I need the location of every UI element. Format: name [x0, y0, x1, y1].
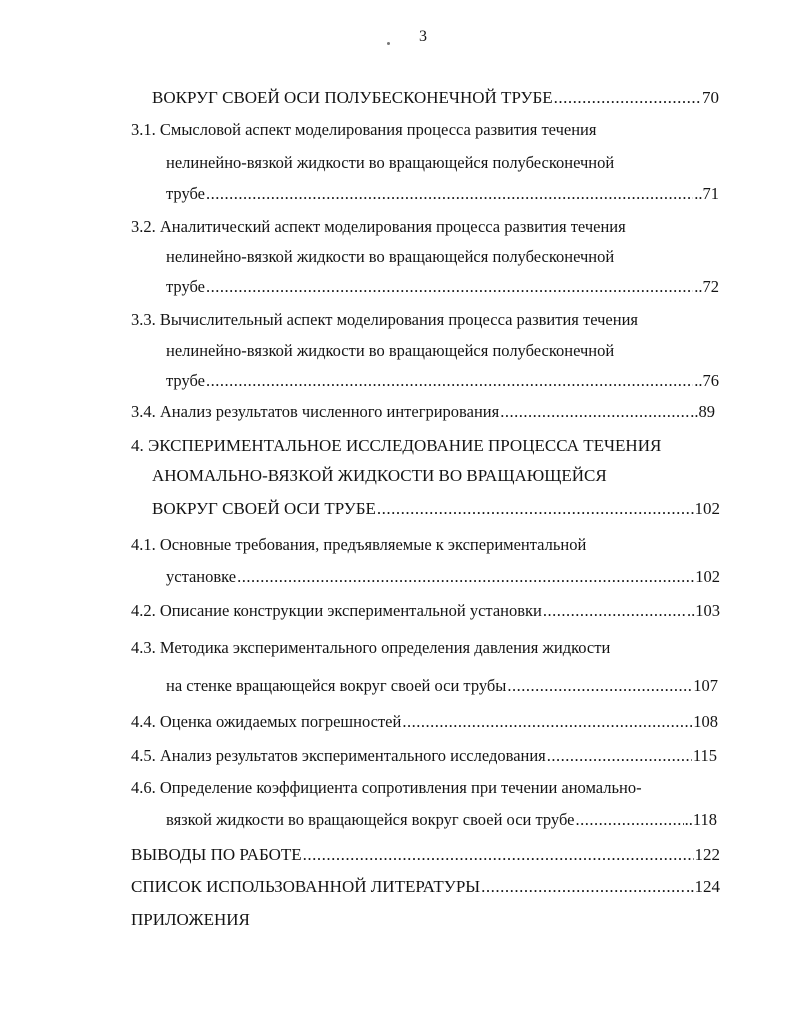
toc-leader-dots — [206, 184, 693, 204]
toc-label: на стенке вращающейся вокруг своей оси трубы — [166, 676, 507, 695]
toc-page-number: 115 — [692, 746, 717, 765]
toc-label: трубе — [166, 371, 205, 390]
toc-entry-3-1-line2 — [166, 153, 614, 173]
toc-page-number: 107 — [693, 676, 718, 695]
toc-leader-dots — [547, 746, 692, 766]
toc-entry-ch4-line2 — [152, 466, 607, 486]
toc-label: 3.3. Вычислительный аспект моделирования процесса развития течения — [131, 310, 639, 329]
toc-leader-dots — [206, 371, 693, 391]
scan-speck — [387, 42, 390, 45]
toc-entry-ch3-title[interactable] — [152, 88, 719, 108]
toc-label: 4.2. Описание конструкции экспериментальной установки — [131, 601, 542, 620]
toc-page-number: ..72 — [694, 277, 719, 296]
toc-entry-4-6[interactable] — [131, 778, 642, 798]
toc-label: нелинейно-вязкой жидкости во вращающейся полубесконечной — [166, 247, 615, 266]
toc-entry-3-3-line2 — [166, 341, 614, 361]
toc-entry-conclusions[interactable] — [131, 845, 720, 865]
toc-label: трубе — [166, 184, 205, 203]
toc-entry-appendices[interactable] — [131, 910, 250, 930]
toc-label: 4.6. Определение коэффициента сопротивления при течении аномально- — [131, 778, 642, 797]
page-number: 3 — [419, 28, 427, 45]
toc-entry-3-1[interactable] — [131, 120, 596, 140]
toc-label: 4.3. Методика экспериментального определения давления жидкости — [131, 638, 611, 657]
toc-entry-4-6-line2[interactable] — [166, 810, 717, 830]
toc-label: 3.1. Смысловой аспект моделирования процесса развития течения — [131, 120, 597, 139]
toc-entry-ch4-line3[interactable] — [152, 499, 720, 519]
toc-label: 4.1. Основные требования, предъявляемые к экспериментальной — [131, 535, 587, 554]
toc-page-number: 108 — [693, 712, 718, 731]
toc-label: 3.2. Аналитический аспект моделирования процесса развития течения — [131, 217, 626, 236]
toc-leader-dots — [554, 88, 701, 108]
toc-entry-ch4[interactable] — [131, 436, 661, 456]
toc-leader-dots — [206, 277, 693, 297]
toc-label: ВОКРУГ СВОЕЙ ОСИ ТРУБЕ — [152, 499, 376, 518]
toc-page-number: ..71 — [694, 184, 719, 203]
toc-label: вязкой жидкости во вращающейся вокруг своей оси трубе — [166, 810, 575, 829]
toc-page-number: ..103 — [687, 601, 720, 620]
toc-label: 4. ЭКСПЕРИМЕНТАЛЬНОЕ ИССЛЕДОВАНИЕ ПРОЦЕССА ТЕЧЕНИЯ — [131, 436, 662, 455]
toc-entry-4-1[interactable] — [131, 535, 586, 555]
toc-entry-4-3[interactable] — [131, 638, 610, 658]
toc-leader-dots — [402, 712, 692, 732]
toc-entry-3-1-line3[interactable] — [166, 184, 719, 204]
toc-page-number: ..76 — [694, 371, 719, 390]
toc-label: установке — [166, 567, 237, 586]
toc-page-number: 102 — [694, 499, 720, 518]
toc-leader-dots — [575, 810, 683, 830]
toc-label: 4.4. Оценка ожидаемых погрешностей — [131, 712, 402, 731]
toc-page-number: ..89 — [690, 402, 715, 421]
toc-leader-dots — [377, 499, 694, 519]
toc-leader-dots — [481, 877, 685, 897]
toc-leader-dots — [543, 601, 686, 621]
toc-label: ВОКРУГ СВОЕЙ ОСИ ПОЛУБЕСКОНЕЧНОЙ ТРУБЕ — [152, 88, 553, 107]
toc-leader-dots — [237, 567, 694, 587]
toc-entry-4-4[interactable] — [131, 712, 718, 732]
toc-entry-4-1-line2[interactable] — [166, 567, 720, 587]
toc-entry-3-2-line3[interactable] — [166, 277, 719, 297]
toc-label: трубе — [166, 277, 205, 296]
toc-label: АНОМАЛЬНО-ВЯЗКОЙ ЖИДКОСТИ ВО ВРАЩАЮЩЕЙСЯ — [152, 466, 607, 485]
toc-page-number: ..124 — [686, 877, 720, 896]
toc-label: ПРИЛОЖЕНИЯ — [131, 910, 250, 929]
toc-entry-3-2[interactable] — [131, 217, 626, 237]
toc-entry-4-2[interactable] — [131, 601, 720, 621]
toc-page-number: ..118 — [684, 810, 717, 829]
toc-leader-dots — [303, 845, 694, 865]
toc-label: СПИСОК ИСПОЛЬЗОВАННОЙ ЛИТЕРАТУРЫ — [131, 877, 481, 896]
toc-page-number: 70 — [702, 88, 719, 107]
toc-label: 4.5. Анализ результатов экспериментального исследования — [131, 746, 546, 765]
toc-leader-dots — [507, 676, 692, 696]
toc-label: нелинейно-вязкой жидкости во вращающейся полубесконечной — [166, 341, 615, 360]
toc-page-number: 102 — [695, 567, 720, 586]
toc-entry-4-5[interactable] — [131, 746, 717, 766]
toc-label: 3.4. Анализ результатов численного интегрирования — [131, 402, 500, 421]
toc-entry-4-3-line2[interactable] — [166, 676, 718, 696]
toc-entry-3-2-line2 — [166, 247, 614, 267]
toc-label: ВЫВОДЫ ПО РАБОТЕ — [131, 845, 302, 864]
toc-page-number: 122 — [694, 845, 720, 864]
toc-label: нелинейно-вязкой жидкости во вращающейся полубесконечной — [166, 153, 615, 172]
toc-entry-3-3-line3[interactable] — [166, 371, 719, 391]
toc-entry-3-4[interactable] — [131, 402, 715, 422]
toc-leader-dots — [500, 402, 689, 422]
toc-entry-3-3[interactable] — [131, 310, 638, 330]
toc-entry-references[interactable] — [131, 877, 720, 897]
